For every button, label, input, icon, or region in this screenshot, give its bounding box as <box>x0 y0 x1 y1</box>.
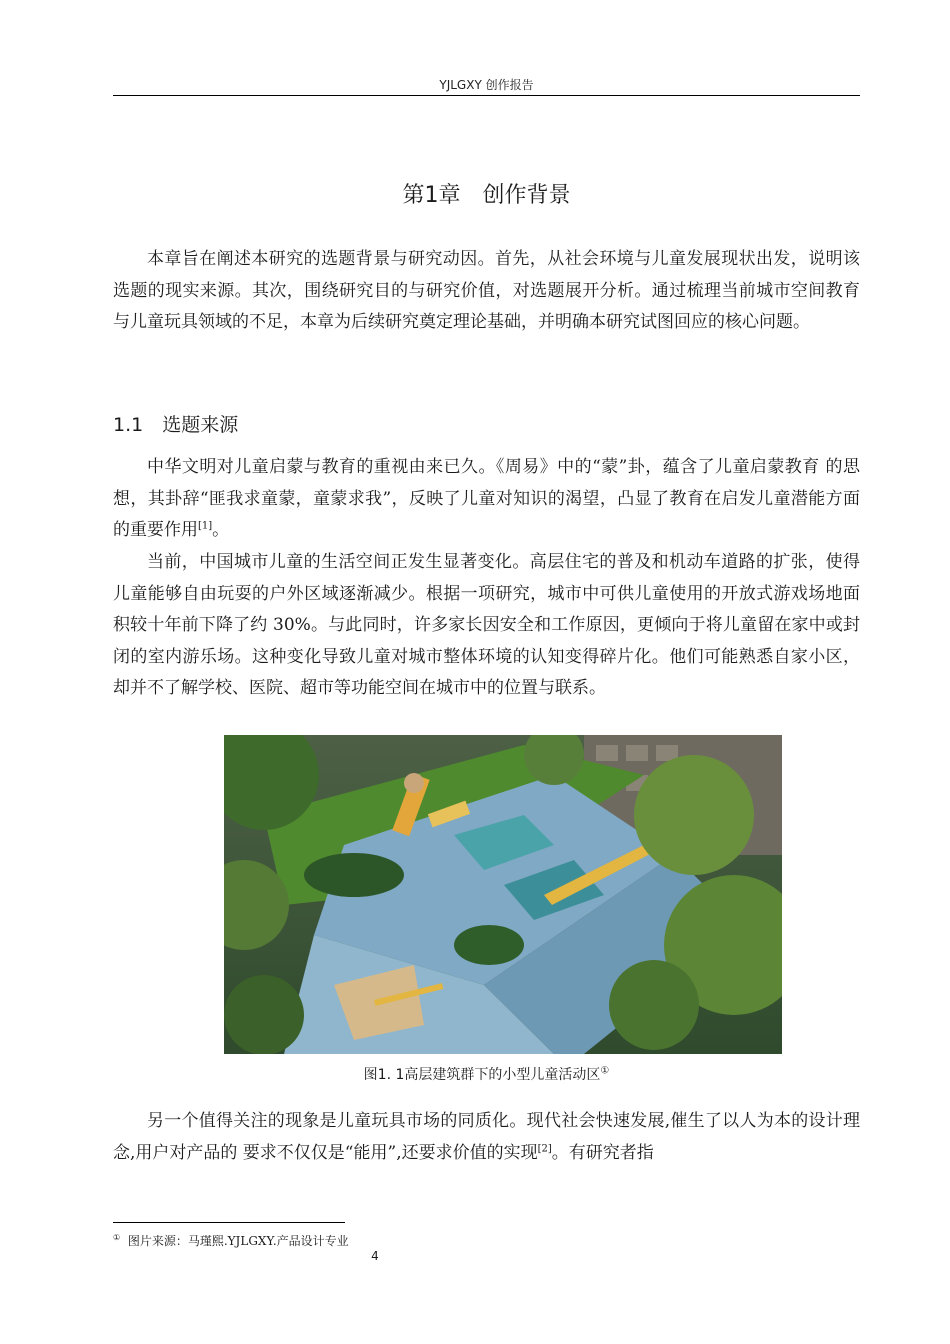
market-text: 另一个值得关注的现象是儿童玩具市场的同质化。现代社会快速发展,催生了以人为本的设计理念,用户对产品的 要求不仅仅是“能用”,还要求价值的实现 <box>113 1111 860 1163</box>
page-header: YJLGXY 创作报告 <box>439 78 534 92</box>
playground-illustration <box>224 735 782 1054</box>
history-text-end: 。 <box>212 520 230 540</box>
history-paragraph <box>113 452 860 547</box>
market-text-end: 。有研究者指 <box>551 1142 654 1163</box>
section-title: 1.1 选题来源 <box>113 414 239 436</box>
page-number: 4 <box>371 1249 379 1263</box>
footnote-text: 图片来源：马瑾熙.YJLGXY.产品设计专业 <box>127 1234 349 1248</box>
citation-1[interactable]: [1] <box>198 520 213 532</box>
current-situation-paragraph: 当前，中国城市儿童的生活空间正发生显著变化。高层住宅的普及和机动车道路的扩张，使得儿童能够自由玩耍的户外区域逐渐减少。根据一项研究，城市中可供儿童使用的开放式游戏场地面积较十年前下降了约 30%。与此同时，许多家长因安全和工作原因，更倾向于将儿童留在家中或封闭的室内游乐场。这种变化导致儿童对城市整体环境的认知变得碎片化。他们可能熟悉自家小区，却并不了解学校、医院、超市等功能空间在城市中的位置与联系。 <box>113 552 860 698</box>
figure-caption <box>113 1064 860 1084</box>
header-divider <box>113 95 860 96</box>
history-text: 中华文明对儿童启蒙与教育的重视由来已久。《周易》中的“蒙”卦，蕴含了儿童启蒙教育 的思想，其卦辞“匪我求童蒙，童蒙求我”，反映了儿童对知识的渴望，凸显了教育在启发儿童潜能方面的重要作用 <box>113 457 860 540</box>
citation-2[interactable]: [2] <box>537 1142 552 1154</box>
footnote <box>113 1232 349 1249</box>
figure-footnote-mark[interactable]: ① <box>600 1065 610 1077</box>
playground-figure-image <box>224 735 782 1054</box>
tree <box>634 755 754 875</box>
market-paragraph <box>113 1106 860 1169</box>
footnote-mark: ① <box>113 1233 121 1242</box>
figure-caption-text: 图1. 1高层建筑群下的小型儿童活动区 <box>363 1067 601 1083</box>
chapter-title: 第1章 创作背景 <box>402 183 571 208</box>
footnote-divider <box>113 1222 345 1223</box>
intro-paragraph: 本章旨在阐述本研究的选题背景与研究动因。首先，从社会环境与儿童发展现状出发，说明该选题的现实来源。其次，围绕研究目的与研究价值，对选题展开分析。通过梳理当前城市空间教育与儿童玩具领域的不足，本章为后续研究奠定理论基础，并明确本研究试图回应的核心问题。 <box>113 249 860 332</box>
